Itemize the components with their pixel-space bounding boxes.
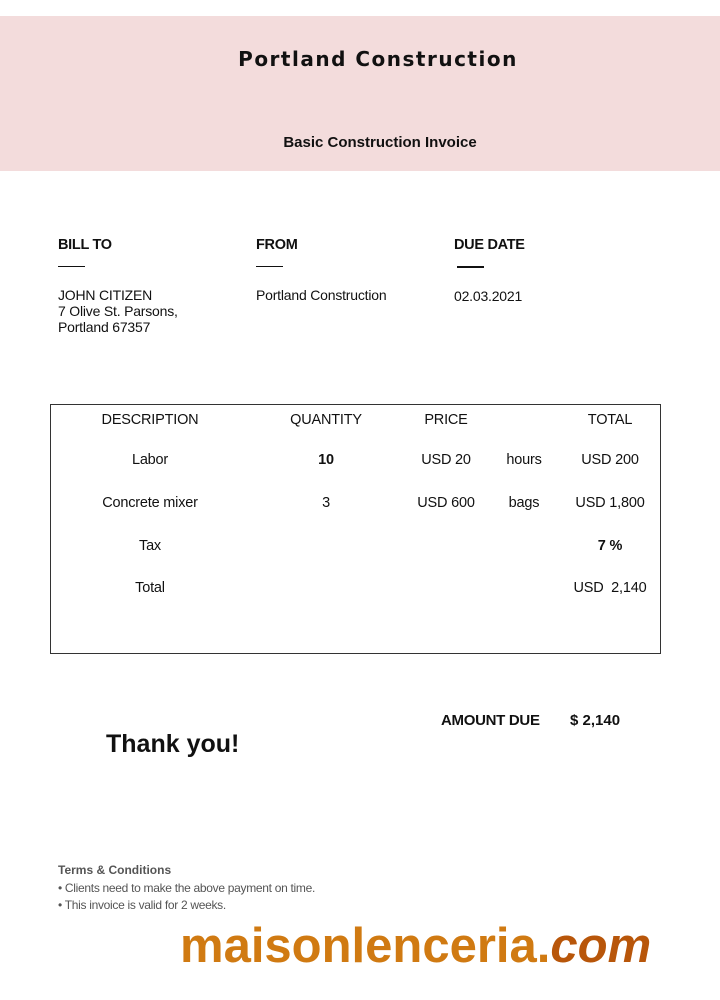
- header-price: PRICE: [424, 412, 468, 428]
- row-description: Total: [135, 580, 165, 596]
- row-description: Concrete mixer: [102, 495, 198, 511]
- row-total: USD 1,800: [575, 495, 645, 511]
- bill-to-label: BILL TO: [58, 237, 112, 253]
- due-date-value: 02.03.2021: [454, 288, 523, 304]
- row-unit: hours: [506, 452, 542, 468]
- row-description: Tax: [139, 538, 161, 554]
- bill-to-city: Portland 67357: [58, 319, 151, 335]
- terms-item: • Clients need to make the above payment on time.: [58, 881, 315, 895]
- thank-you-message: Thank you!: [106, 730, 240, 758]
- watermark: [180, 918, 651, 974]
- amount-due-label: AMOUNT DUE: [441, 712, 540, 729]
- amount-due-value: $ 2,140: [570, 712, 621, 729]
- header-quantity: QUANTITY: [290, 412, 362, 428]
- bill-to-name: JOHN CITIZEN: [58, 287, 153, 303]
- terms-item: • This invoice is valid for 2 weeks.: [58, 898, 226, 912]
- line-items-table: [50, 404, 661, 654]
- from-label: FROM: [256, 237, 298, 253]
- from-rule: [256, 266, 283, 267]
- bill-to-section: [58, 237, 178, 335]
- company-title: Portland Construction: [238, 47, 518, 71]
- row-total: 7 %: [597, 538, 623, 554]
- terms-title: Terms & Conditions: [58, 863, 172, 877]
- header-description: DESCRIPTION: [101, 412, 199, 428]
- due-date-label: DUE DATE: [454, 237, 525, 253]
- watermark-suffix: com: [550, 919, 652, 973]
- row-price: USD 20: [421, 452, 471, 468]
- row-description: Labor: [131, 452, 169, 468]
- invoice-subtitle: Basic Construction Invoice: [283, 134, 477, 151]
- bill-to-street: 7 Olive St. Parsons,: [58, 303, 178, 319]
- watermark-main: maisonlenceria.: [180, 919, 551, 973]
- bill-to-rule: [58, 266, 85, 267]
- due-date-section: [454, 237, 525, 304]
- row-quantity: 10: [318, 452, 334, 468]
- row-unit: bags: [508, 495, 540, 511]
- row-price: USD 600: [417, 495, 475, 511]
- row-total: USD 200: [581, 452, 639, 468]
- row-total: USD 2,140: [573, 580, 647, 596]
- header-total: TOTAL: [587, 412, 633, 428]
- from-section: [256, 237, 386, 303]
- due-date-rule: [457, 266, 484, 268]
- row-quantity: 3: [322, 495, 330, 511]
- from-company: Portland Construction: [256, 287, 387, 303]
